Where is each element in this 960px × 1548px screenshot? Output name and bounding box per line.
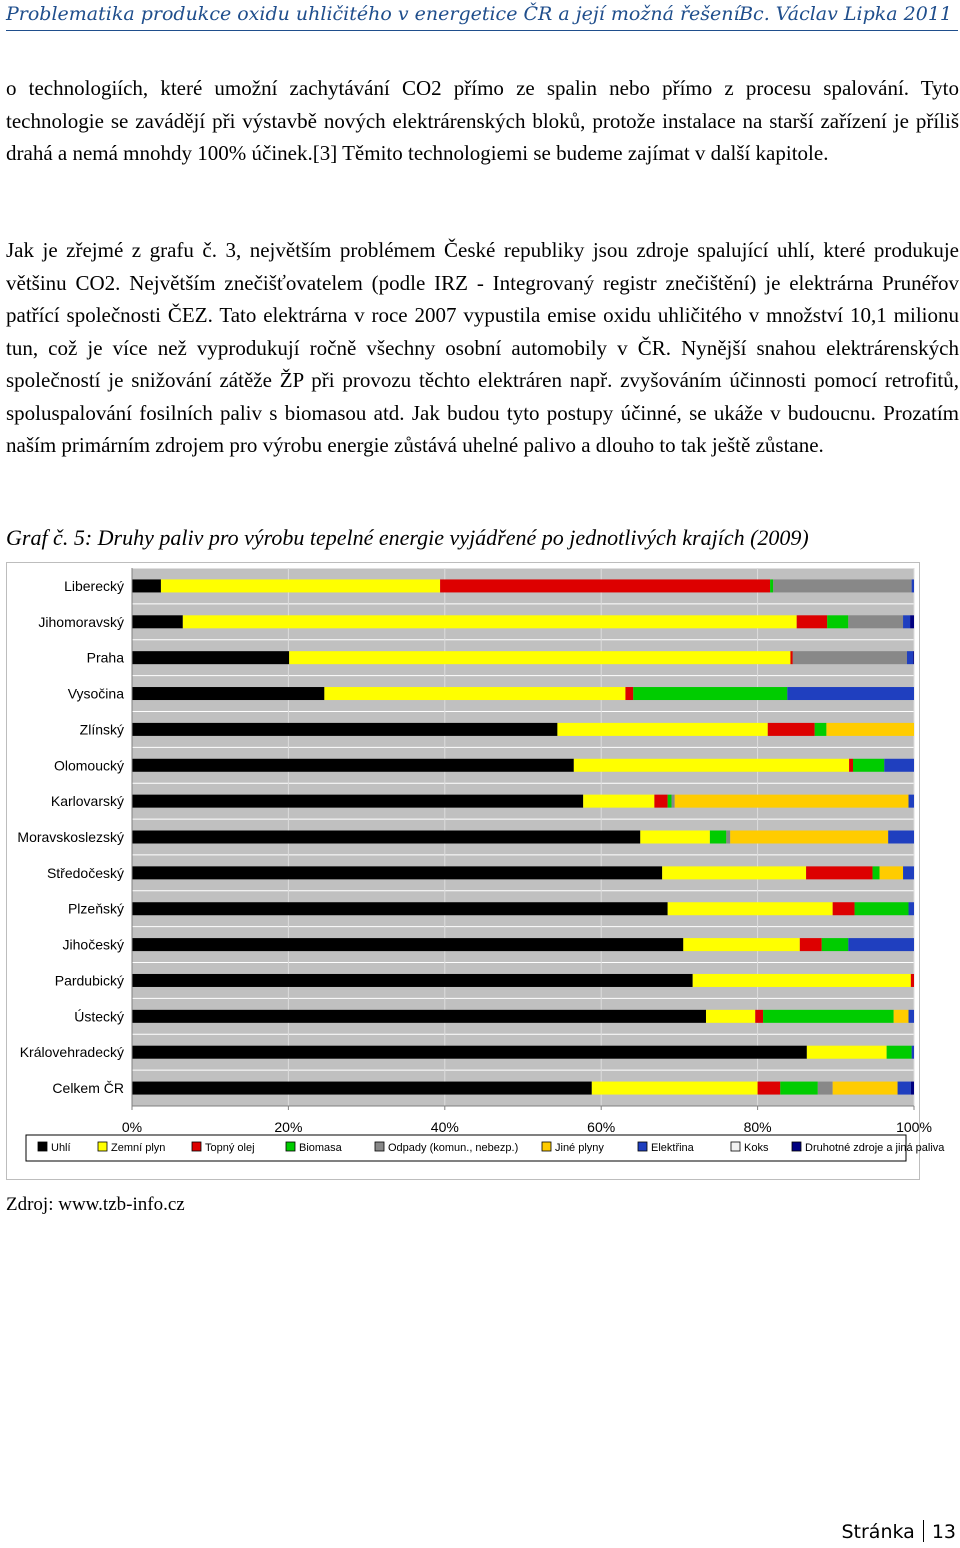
legend-label-jine-plyny: Jiné plyny [555, 1142, 604, 1154]
bar-topny-olej-pardubicky [911, 974, 914, 987]
category-label-olomoucky: Olomoucký [53, 757, 124, 774]
bar-zemni-plyn-celkem-cr [592, 1082, 758, 1095]
bar-topny-olej-celkem-cr [758, 1082, 781, 1095]
paragraph-1: o technologiích, které umožní zachytávání CO2 přímo ze spalin nebo přímo z procesu spalování. Tyto technologie se zavádějí při výstavbě nových elektrárenských bloků, protože instalace na starší zařízení je příliš drahá a nemá mnohdy 100% účinek.[3] Těmito technologiemi se budeme zajímat v další kapitole. [6, 76, 959, 165]
bar-biomasa-moravskoslezsky [710, 831, 726, 844]
legend-swatch-druhotne-zdroje-a-jina-paliva [792, 1142, 801, 1151]
bar-uhli-karlovarsky [132, 795, 583, 808]
page-number: 13 [931, 1521, 956, 1543]
legend-swatch-biomasa [286, 1142, 295, 1151]
x-tick-label-40: 40% [430, 1119, 459, 1135]
source-note: Zdroj: www.tzb-info.cz [6, 1194, 185, 1215]
x-tick-label-20: 20% [274, 1119, 303, 1135]
category-label-praha: Praha [86, 649, 124, 666]
legend-swatch-koks [731, 1142, 740, 1151]
bar-uhli-celkem-cr [132, 1082, 592, 1095]
bar-elektrina-celkem-cr [898, 1082, 911, 1095]
figure-caption: Graf č. 5: Druhy paliv pro výrobu tepelné energie vyjádřené po jednotlivých krajích (2009) [6, 525, 809, 550]
bar-biomasa-jihomoravsky [827, 615, 848, 628]
bar-biomasa-plzensky [855, 902, 909, 915]
bar-zemni-plyn-jihomoravsky [183, 615, 797, 628]
bar-odpady-komun-nebezp-moravskoslezsky [726, 831, 730, 844]
footer-separator [923, 1520, 924, 1542]
bar-biomasa-liberecky [770, 579, 773, 592]
category-label-ustecky: Ústecký [74, 1008, 124, 1025]
category-label-vysocina: Vysočina [67, 685, 124, 702]
category-label-celkem-cr: Celkem ČR [52, 1080, 124, 1097]
bar-uhli-moravskoslezsky [132, 831, 640, 844]
category-label-karlovarsky: Karlovarský [50, 793, 124, 810]
page-header [0, 0, 960, 30]
bar-topny-olej-praha [790, 651, 792, 664]
legend-label-topny-olej: Topný olej [205, 1142, 255, 1154]
bar-elektrina-stredocesky [903, 866, 914, 879]
category-label-kralovehradecky: Královehradecký [19, 1044, 124, 1061]
bar-biomasa-ustecky [763, 1010, 894, 1023]
bar-biomasa-vysocina [633, 687, 787, 700]
bar-topny-olej-zlinsky [768, 723, 815, 736]
bar-topny-olej-vysocina [625, 687, 633, 700]
bar-topny-olej-plzensky [833, 902, 855, 915]
bar-druhotne-zdroje-a-jina-paliva-jihomoravsky [910, 615, 914, 628]
bar-druhotne-zdroje-a-jina-paliva-celkem-cr [911, 1082, 914, 1095]
bar-uhli-liberecky [132, 579, 161, 592]
bar-elektrina-ustecky [909, 1010, 914, 1023]
category-label-jihocesky: Jihočeský [62, 936, 124, 953]
bar-zemni-plyn-ustecky [706, 1010, 755, 1023]
bar-topny-olej-stredocesky [806, 866, 872, 879]
bar-zemni-plyn-moravskoslezsky [640, 831, 710, 844]
bar-elektrina-karlovarsky [909, 795, 914, 808]
bar-uhli-jihocesky [132, 938, 683, 951]
legend-swatch-zemni-plyn [98, 1142, 107, 1151]
bar-topny-olej-karlovarsky [654, 795, 667, 808]
bar-topny-olej-jihocesky [800, 938, 822, 951]
bar-uhli-stredocesky [132, 866, 662, 879]
bar-jine-plyny-zlinsky [826, 723, 914, 736]
bar-elektrina-vysocina [787, 687, 914, 700]
bar-zemni-plyn-karlovarsky [583, 795, 654, 808]
legend-label-koks: Koks [744, 1142, 769, 1154]
bar-jine-plyny-karlovarsky [675, 795, 909, 808]
x-tick-label-80: 80% [743, 1119, 772, 1135]
bar-zemni-plyn-liberecky [161, 579, 440, 592]
bar-zemni-plyn-vysocina [324, 687, 625, 700]
bar-zemni-plyn-praha [289, 651, 790, 664]
bar-jine-plyny-stredocesky [880, 866, 903, 879]
category-label-plzensky: Plzeňský [67, 900, 124, 917]
page-footer [841, 1520, 956, 1543]
bar-elektrina-olomoucky [884, 759, 914, 772]
legend-swatch-elektrina [638, 1142, 647, 1151]
bar-odpady-komun-nebezp-karlovarsky [672, 795, 675, 808]
footer-label: Stránka [841, 1521, 915, 1543]
bar-uhli-vysocina [132, 687, 324, 700]
fuel-chart [6, 562, 945, 1180]
legend-swatch-odpady-komun-nebezp [375, 1142, 384, 1151]
bar-biomasa-olomoucky [853, 759, 884, 772]
bar-uhli-plzensky [132, 902, 668, 915]
fuel-chart-svg [6, 562, 945, 1180]
legend-swatch-uhli [38, 1142, 47, 1151]
header-author: Bc. Václav Lipka 2011 [739, 3, 952, 25]
category-label-stredocesky: Středočeský [46, 864, 124, 881]
x-tick-label-60: 60% [587, 1119, 616, 1135]
bar-odpady-komun-nebezp-liberecky [773, 579, 911, 592]
bar-elektrina-moravskoslezsky [888, 831, 914, 844]
legend-label-biomasa: Biomasa [299, 1142, 342, 1154]
paragraph-2: Jak je zřejmé z grafu č. 3, největším problémem České republiky jsou zdroje spalující uhlí, které produkuje většinu CO2. Největším znečišťovatelem (podle IRZ - Integrovaný registr znečištění) je elektrárna Prunéřov patřící společnosti ČEZ. Tato elektrárna v roce 2007 vypustila emise oxidu uhličitého v množství 10,1 milionu tun, což je více než vyprodukují ročně všechny osobní automobily v ČR. Nynější snahou elektrárenských společností je snižování zátěže ŽP při provozu těchto elektráren např. zvyšováním účinnosti pomocí retrofitů, spoluspalování fosilních paliv s biomasou atd. Jak budou tyto postupy účinné, se ukáže v budoucnu. Prozatím naším primárním zdrojem pro výrobu energie zůstává uhelné palivo a dlouho to tak ještě zůstane. [6, 238, 959, 457]
bar-biomasa-kralovehradecky [887, 1046, 912, 1059]
bar-uhli-olomoucky [132, 759, 574, 772]
bar-biomasa-stredocesky [873, 866, 880, 879]
bar-elektrina-liberecky [912, 579, 914, 592]
bar-elektrina-jihomoravsky [903, 615, 910, 628]
bar-uhli-zlinsky [132, 723, 557, 736]
bar-topny-olej-liberecky [440, 579, 770, 592]
legend-label-zemni-plyn: Zemní plyn [111, 1142, 166, 1154]
header-title: Problematika produkce oxidu uhličitého v energetice ČR a její možná řešení [6, 3, 740, 25]
bar-zemni-plyn-jihocesky [683, 938, 800, 951]
category-label-zlinsky: Zlínský [79, 721, 124, 738]
legend-label-uhli: Uhlí [51, 1142, 71, 1154]
bar-zemni-plyn-pardubicky [693, 974, 911, 987]
bar-zemni-plyn-olomoucky [574, 759, 849, 772]
bar-topny-olej-ustecky [755, 1010, 763, 1023]
bar-jine-plyny-celkem-cr [833, 1082, 898, 1095]
bar-zemni-plyn-stredocesky [662, 866, 806, 879]
bar-uhli-praha [132, 651, 289, 664]
bar-zemni-plyn-plzensky [668, 902, 833, 915]
bar-biomasa-jihocesky [822, 938, 849, 951]
bar-uhli-kralovehradecky [132, 1046, 807, 1059]
bar-zemni-plyn-kralovehradecky [807, 1046, 887, 1059]
bar-zemni-plyn-zlinsky [557, 723, 767, 736]
bar-jine-plyny-moravskoslezsky [730, 831, 888, 844]
bar-topny-olej-olomoucky [849, 759, 853, 772]
category-label-pardubicky: Pardubický [54, 972, 124, 989]
bar-elektrina-kralovehradecky [912, 1046, 914, 1059]
x-tick-label-0: 0% [121, 1119, 143, 1135]
header-rule [6, 30, 958, 31]
bar-uhli-jihomoravsky [132, 615, 183, 628]
bar-druhotne-zdroje-a-jina-paliva-praha [913, 651, 914, 664]
category-label-jihomoravsky: Jihomoravský [38, 613, 124, 630]
category-label-moravskoslezsky: Moravskoslezský [17, 829, 124, 845]
bar-elektrina-jihocesky [848, 938, 914, 951]
legend-label-odpady-komun-nebezp: Odpady (komun., nebezp.) [388, 1142, 519, 1154]
bar-odpady-komun-nebezp-celkem-cr [818, 1082, 833, 1095]
category-label-liberecky: Liberecký [64, 577, 124, 594]
legend-label-druhotne-zdroje-a-jina-paliva: Druhotné zdroje a jiná paliva [805, 1142, 945, 1154]
bar-biomasa-celkem-cr [780, 1082, 818, 1095]
legend-swatch-topny-olej [192, 1142, 201, 1151]
bar-uhli-ustecky [132, 1010, 706, 1023]
legend-label-elektrina: Elektřina [651, 1142, 694, 1154]
legend-swatch-jine-plyny [542, 1142, 551, 1151]
bar-biomasa-karlovarsky [668, 795, 672, 808]
bar-uhli-pardubicky [132, 974, 693, 987]
bar-odpady-komun-nebezp-jihomoravsky [848, 615, 903, 628]
x-tick-label-100: 100% [896, 1119, 932, 1135]
bar-odpady-komun-nebezp-praha [793, 651, 907, 664]
bar-jine-plyny-ustecky [894, 1010, 909, 1023]
bar-elektrina-praha [907, 651, 913, 664]
bar-elektrina-plzensky [909, 902, 914, 915]
bar-topny-olej-jihomoravsky [797, 615, 827, 628]
bar-biomasa-zlinsky [815, 723, 827, 736]
